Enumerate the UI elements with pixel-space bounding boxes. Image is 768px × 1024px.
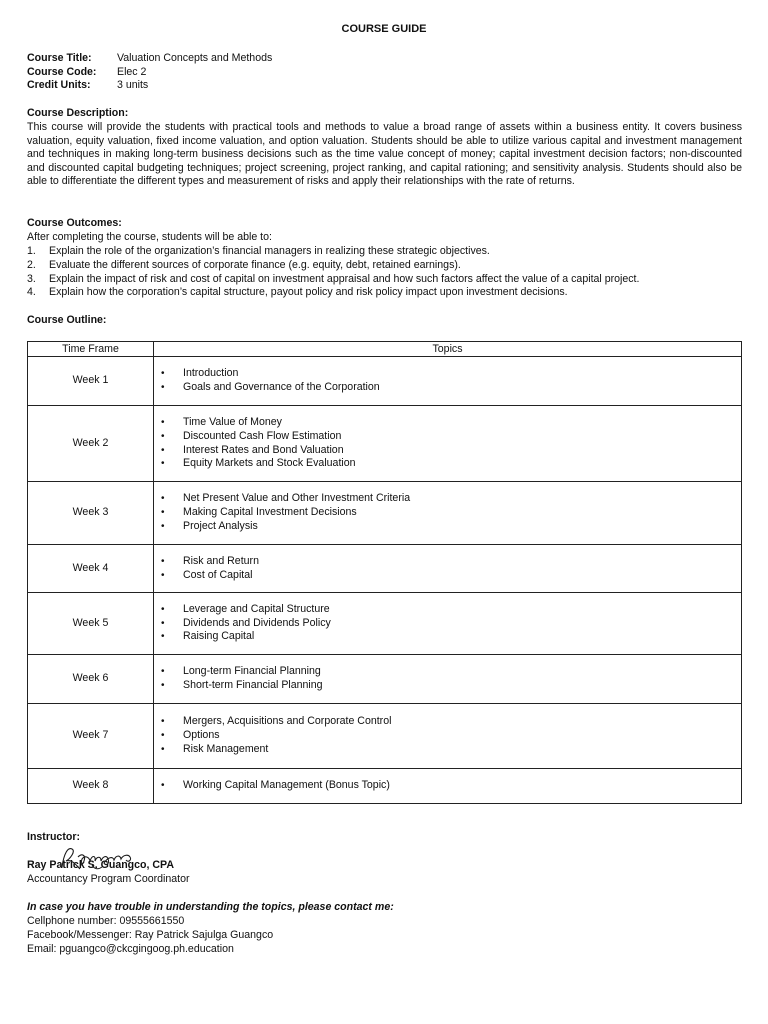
table-row [28,769,742,804]
topic-text: Cost of Capital [183,568,253,581]
bullet-icon: • [161,716,165,728]
topic-text: Interest Rates and Bond Valuation [183,443,344,456]
bullet-icon: • [161,666,165,678]
course-outline-table [27,341,742,804]
contact-email: Email: pguangco@ckcgingoog.ph.education [27,943,234,955]
topic-item [161,492,741,506]
topic-text: Leverage and Capital Structure [183,602,330,615]
bullet-icon: • [161,603,165,615]
credit-units-row [27,79,272,93]
topics-cell [154,655,742,704]
week-cell: Week 3 [28,482,154,545]
topic-item [161,630,741,644]
topic-item [161,381,741,395]
table-row [28,357,742,406]
time-frame-header: Time Frame [28,342,154,357]
table-row [28,406,742,482]
bullet-icon: • [161,493,165,505]
bullet-icon: • [161,569,165,581]
course-title-row [27,52,272,66]
bullet-icon: • [161,743,165,755]
topic-item [161,555,741,569]
instructor-label: Instructor: [27,831,80,843]
topic-item [161,569,741,583]
topic-item [161,367,741,381]
week-cell: Week 7 [28,704,154,769]
topic-text: Equity Markets and Stock Evaluation [183,457,356,470]
topic-list [154,665,741,693]
topic-text: Options [183,729,220,742]
course-title-label: Course Title: [27,52,92,64]
week-cell: Week 8 [28,769,154,804]
topic-text: Long-term Financial Planning [183,665,321,678]
topic-item [161,665,741,679]
bullet-icon: • [161,444,165,456]
contact-cellphone: Cellphone number: 09555661550 [27,915,185,927]
table-row [28,704,742,769]
outcome-item [27,245,742,259]
topics-cell [154,704,742,769]
table-row [28,655,742,704]
outcome-item [27,286,742,300]
bullet-icon: • [161,680,165,691]
topic-text: Risk and Return [183,554,259,567]
credit-units-label: Credit Units: [27,79,91,92]
topic-item [161,617,741,631]
contact-block [27,901,394,957]
topic-list [154,715,741,756]
week-cell: Week 6 [28,655,154,704]
topic-text: Net Present Value and Other Investment Criteria [183,492,411,505]
table-header-row [28,342,742,357]
credit-units-value: 3 units [117,79,149,92]
topic-item [161,743,741,757]
outcomes-list [27,245,742,300]
signature-image [58,843,148,873]
topic-text: Project Analysis [183,519,258,532]
outcome-number: 3. [27,272,36,285]
table-row [28,482,742,545]
topics-cell [154,482,742,545]
outcome-text: Evaluate the different sources of corporate finance (e.g. equity, debt, retained earnings). [49,258,461,271]
instructor-position: Accountancy Program Coordinator [27,873,190,885]
description-text: This course will provide the students with practical tools and methods to value a broad range of assets within a business entity. It covers business valuation, equity valuation, fixed income valuation, and option valuation. Students should be able to utilize various capital and investment management and techniques in making long-term business decisions such as the time value concept of money; capital investment decision factors; non-discounted and discounted capital budgeting techniques; project screening, project ranking, and capital rationing; and sensitivity analysis. Students should also be able to differentiate the different types and measurement of risks and apply their relationships with the rate of returns. [27,121,742,188]
outcome-item [27,273,742,287]
topic-text: Risk Management [183,742,269,755]
topic-text: Time Value of Money [183,415,282,428]
topic-text: Raising Capital [183,630,255,643]
week-cell: Week 1 [28,357,154,406]
topics-header: Topics [154,342,742,357]
course-code-label: Course Code: [27,65,97,78]
outcomes-intro: After completing the course, students will be able to: [27,231,272,243]
topic-item [161,430,741,444]
bullet-icon: • [161,382,165,393]
bullet-icon: • [161,730,165,742]
week-cell: Week 5 [28,593,154,655]
table-row [28,593,742,655]
topic-list [154,416,741,471]
topic-text: Introduction [183,367,239,380]
topic-list [154,367,741,395]
course-code-row [27,66,272,80]
bullet-icon: • [161,416,165,428]
outcome-number: 1. [27,245,36,257]
topic-item [161,416,741,430]
topic-list [154,555,741,583]
document-title: COURSE GUIDE [341,23,427,35]
outcome-item [27,259,742,273]
course-title-value: Valuation Concepts and Methods [117,52,273,64]
outcomes-heading: Course Outcomes: [27,217,122,229]
topic-item [161,506,741,520]
topics-cell [154,357,742,406]
outcome-number: 2. [27,258,36,271]
bullet-icon: • [161,458,165,470]
topic-text: Goals and Governance of the Corporation [183,381,380,393]
bullet-icon: • [161,555,165,567]
topic-text: Making Capital Investment Decisions [183,506,357,519]
topic-list [154,779,741,793]
topic-item [161,444,741,458]
bullet-icon: • [161,617,165,629]
topic-text: Discounted Cash Flow Estimation [183,429,342,442]
bullet-icon: • [161,368,165,380]
bullet-icon: • [161,520,165,532]
topic-item [161,779,741,793]
description-heading: Course Description: [27,107,129,119]
topics-cell [154,545,742,593]
course-code-value: Elec 2 [117,65,147,78]
bullet-icon: • [161,780,165,792]
contact-facebook: Facebook/Messenger: Ray Patrick Sajulga Guangco [27,929,274,941]
bullet-icon: • [161,430,165,442]
outline-heading: Course Outline: [27,314,107,326]
outcome-number: 4. [27,286,36,299]
topics-cell [154,406,742,482]
contact-note: In case you have trouble in understanding the topics, please contact me: [27,901,394,913]
week-cell: Week 2 [28,406,154,482]
topic-list [154,492,741,533]
table-row [28,545,742,593]
week-cell: Week 4 [28,545,154,593]
topic-item [161,679,741,693]
topic-list [154,603,741,644]
topics-cell [154,593,742,655]
course-info [27,52,272,93]
instructor-name: Ray Patrick S. Guangco, CPA [27,859,174,871]
topic-text: Mergers, Acquisitions and Corporate Control [183,715,392,728]
topic-text: Short-term Financial Planning [183,679,323,691]
topic-text: Working Capital Management (Bonus Topic) [183,779,390,792]
bullet-icon: • [161,631,165,643]
outcome-text: Explain the impact of risk and cost of capital on investment appraisal and how such factors affect the value of a capital project. [49,272,640,285]
topic-item [161,603,741,617]
topic-item [161,715,741,729]
topic-item [161,457,741,471]
topic-item [161,520,741,534]
outcome-text: Explain how the corporation’s capital structure, payout policy and risk policy impact upon investment decisions. [49,286,568,299]
topic-item [161,729,741,743]
outcome-text: Explain the role of the organization’s financial managers in realizing these strategic objectives. [49,245,490,257]
bullet-icon: • [161,507,165,519]
topics-cell [154,769,742,804]
topic-text: Dividends and Dividends Policy [183,616,331,629]
